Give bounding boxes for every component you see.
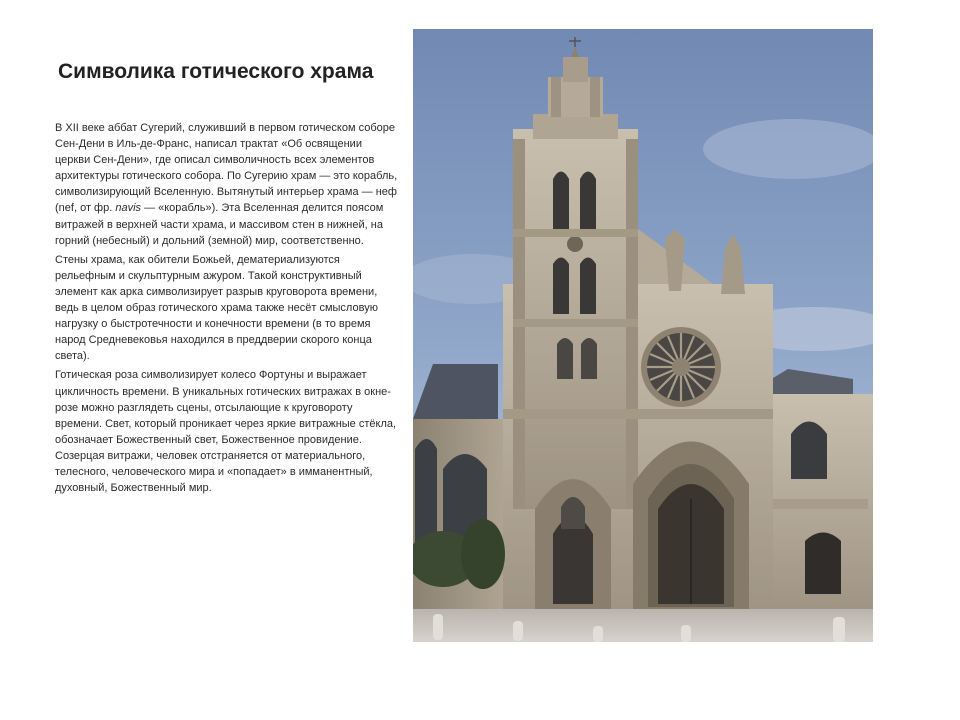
paragraph-1-text-end: — «корабль»). Эта Вселенная делится поясом витражей в верхней части храма, и массивом стен в нижней, на горний (небесный) и дольний (земной) мир, соответственно. xyxy=(55,202,384,247)
slide-body xyxy=(55,120,400,499)
paragraph-1-text-start: В XII веке аббат Сугерий, служивший в первом готическом соборе Сен-Дени в Иль-де-Франс, написал трактат «Об освящении церкви Сен-Дени», где описал символичность всех элементов архитектуры готического собора. По Сугерию храм — это корабль, символизирующий Вселенную. Вытянутый интерьер храма — неф (nef, от фр. xyxy=(55,122,398,215)
cathedral-photo xyxy=(413,29,873,642)
slide-title: Символика готического храма xyxy=(58,60,374,83)
paragraph-2: Стены храма, как обители Божьей, дематериализуются рельефным и скульптурным ажуром. Такой конструктивный элемент как арка символизирует разрыв круговорота времени, ведь в целом образ готического храма также несёт смысловую нагрузку о быстротечности и конечности времени (в то время народ Средневековья находился в преддверии скорого конца света). xyxy=(55,253,378,363)
paragraph-1-italic-term: navis xyxy=(115,202,142,215)
paragraph-3: Готическая роза символизирует колесо Фортуны и выражает цикличность времени. В уникальных готических витражах в окне-розе можно разглядеть сцены, отсылающие к круговороту времени. Свет, который проникает через яркие витражные стёкла, обозначает Божественный свет, Божественное провидение. Созерцая витражи, человек отстраняется от материального, телесного, человеческого мира и «попадает» в имманентный, духовный, Божественный мир. xyxy=(55,369,397,495)
gothic-cathedral-photo-icon xyxy=(413,29,873,642)
paragraph-1 xyxy=(55,120,400,249)
